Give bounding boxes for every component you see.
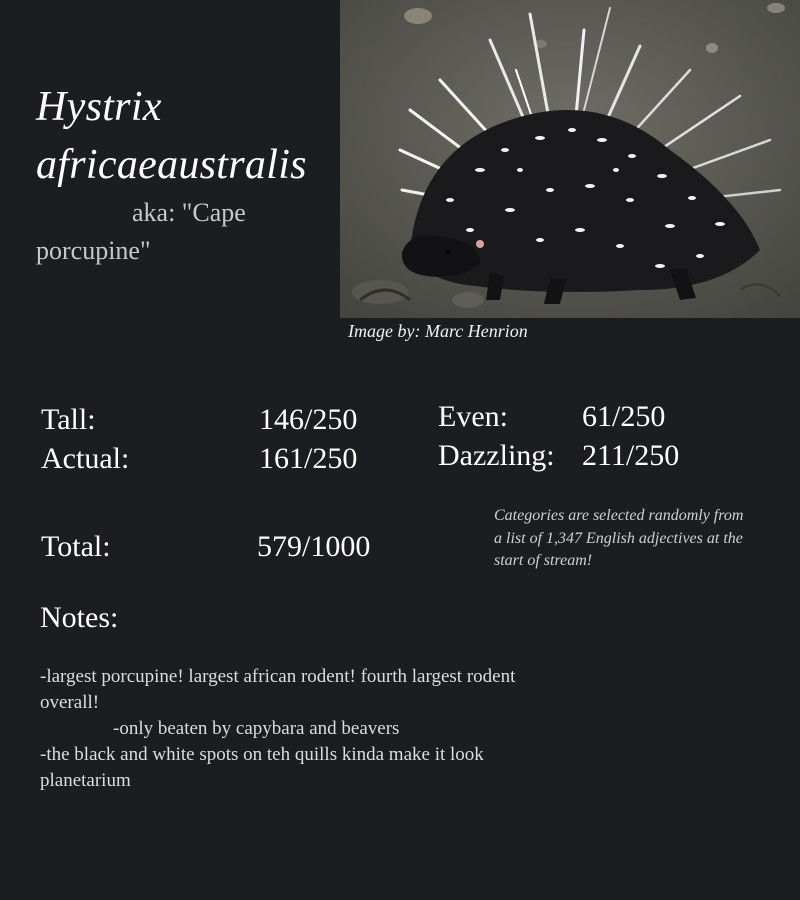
image-credit: Image by: Marc Henrion [348,321,528,341]
notes-body [40,664,530,794]
score-label-dazzling: Dazzling: [438,439,555,472]
porcupine-illustration [340,0,800,318]
score-label-tall: Tall: [41,403,96,436]
species-title [36,78,336,194]
score-label-total: Total: [41,530,111,563]
score-value-tall: 146/250 [259,403,358,436]
score-value-total: 579/1000 [257,530,371,563]
common-name: aka: "Cape porcupine" [36,198,246,265]
porcupine-photo [340,0,800,318]
score-label-actual: Actual: [41,442,130,475]
score-value-dazzling: 211/250 [582,439,680,472]
categories-note: Categories are selected randomly from a list of 1,347 English adjectives at the start of stream! [494,507,744,569]
notes-heading: Notes: [40,601,119,634]
score-value-even: 61/250 [582,400,666,433]
note-line: -largest porcupine! largest african rodent! fourth largest rodent overall! [40,666,516,713]
score-label-even: Even: [438,400,508,433]
score-value-actual: 161/250 [259,442,358,475]
note-line: -the black and white spots on teh quills kinda make it look planetarium [40,744,484,791]
note-line: -only beaten by capybara and beavers [113,718,400,739]
species-epithet: africaeaustralis [36,142,307,188]
species-genus: Hystrix [36,84,162,130]
